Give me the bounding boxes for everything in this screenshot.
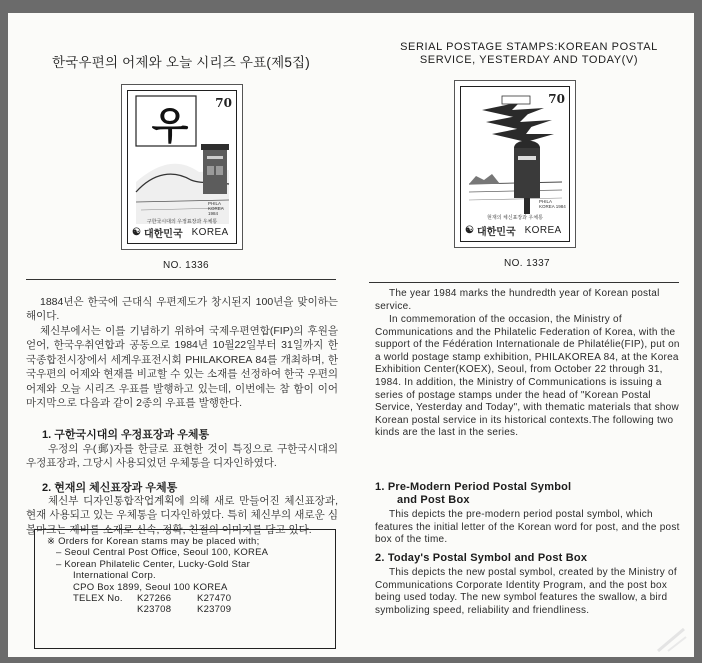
stamp-number-1337: NO. 1337	[504, 258, 551, 269]
stamp-1337-denomination: 70	[548, 92, 565, 106]
english-section1-title-line1: 1. Pre-Modern Period Postal Symbol	[375, 481, 572, 493]
stamp-1336-expo-mark: PHILA KOREA 1984	[208, 201, 224, 216]
orders-item-philatelic-center: – Korean Philatelic Center, Lucky-Gold Star	[56, 558, 250, 570]
orders-item-seoul-post-office: – Seoul Central Post Office, Seoul 100, KOREA	[56, 547, 269, 559]
country-ko: 대한민국	[143, 229, 183, 240]
stamp-1336-caption: 구한국시대의 우정표장과 우체통	[146, 219, 218, 225]
stamp-number-1336: NO. 1336	[163, 260, 210, 271]
postal-glyph: 우	[151, 105, 189, 148]
country-ko: 대한민국	[476, 227, 516, 238]
corner-fold-mark	[654, 627, 688, 653]
stamp-1336	[121, 84, 243, 250]
telex-number: K27266	[137, 593, 172, 605]
leaflet-sheet	[8, 13, 694, 657]
english-intro-p2: In commemoration of the occasion, the Ministry of Communications and the Philatelic Federation of Korea, with the support of the Fédération Internationale de Philatélie(FIP), put on a world postage stamp exhibition, PHILAKOREA 84, at the Korea Exhibition Center(KOEX), Seoul, from October 22 through 31, 1984. In addition, the Ministry of Communications is issuing a series of postage stamps under the head of "Korean Postal Service, Yesterday and Today", with thematic materials that show Korean postal service in its historical contexts.The following two kinds are the last in the series.	[375, 314, 680, 439]
telex-numbers	[47, 593, 325, 616]
english-section1-title-line2: and Post Box	[397, 494, 470, 506]
english-title-line1: SERIAL POSTAGE STAMPS:KOREAN POSTAL	[400, 41, 658, 53]
english-section1-title	[375, 481, 571, 507]
korean-section1-title: 1. 구한국시대의 우정표장과 우체통	[42, 429, 210, 441]
stamp-1336-denomination: 70	[215, 96, 232, 110]
stamp-1337	[454, 80, 576, 248]
stamp-1337-caption: 현재의 체신표장과 우체통	[487, 215, 543, 221]
korean-column	[8, 13, 351, 657]
country-en: KOREA	[524, 225, 562, 236]
stamp-1337-expo-mark: PHILA KOREA 1984	[539, 199, 566, 209]
telex-number: K23709	[197, 604, 232, 616]
right-divider	[369, 282, 679, 283]
korean-section2-title: 2. 현재의 체신표장과 우체통	[42, 482, 178, 494]
korean-intro-p2: 체신부에서는 이를 기념하기 위하여 국제우편연합(FIP)의 후원을 얻어, 한국우취연합과 공동으로 1984년 10월22일부터 31일까지 한국종합전시장에서 세계우표전시회 PHILAKOREA 84를 개최하며, 한국우편의 어제와 현재를 비교할 수 있는 소재를 선정하여 한국 우편의 어제와 오늘 시리즈 우표를 발행하고 있는데, 이번에는 참 함이 이어 마지막으로 다음과 같이 2종의 우표를 발행한다.	[26, 325, 338, 410]
taegeuk-icon: ☯	[465, 225, 474, 236]
english-section2-title: 2. Today's Postal Symbol and Post Box	[375, 552, 588, 564]
country-en: KOREA	[191, 227, 229, 238]
english-section1-body: This depicts the pre-modern period postal symbol, which features the initial letter of the Korean word for post, and the post box of the time.	[375, 509, 680, 546]
english-section2-body: This depicts the new postal symbol, created by the Ministry of Communications Corporate Identity Program, and the post box being used today. The new symbol features the swallow, a bird symbolizing speed, reliability and friendliness.	[375, 567, 677, 616]
telex-number: K27470	[197, 593, 232, 605]
korean-intro-p1: 1884년은 한국에 근대식 우편제도가 창시된지 100년을 맞이하는 해이다.	[26, 296, 338, 323]
korean-title: 한국우편의 어제와 오늘 시리즈 우표(제5집)	[52, 55, 310, 70]
english-title-line2: SERVICE, YESTERDAY AND TODAY(V)	[419, 54, 639, 66]
taegeuk-icon: ☯	[132, 227, 141, 238]
orders-heading: ※ Orders for Korean stams may be placed with;	[47, 536, 260, 547]
orders-item-philatelic-center-line2: International Corp.	[73, 570, 156, 582]
stamp-1337-country	[465, 223, 567, 238]
left-divider	[26, 279, 336, 280]
korean-section1-body: 우정의 우(郵)자를 한글로 표현한 것이 특징으로 구한국시대의 우정표장과, 그당시 사용되었던 우체통을 디자인하였다.	[26, 443, 338, 470]
english-intro-p1: The year 1984 marks the hundredth year of Korean postal service.	[375, 288, 660, 312]
telex-label: TELEX No.	[73, 593, 123, 605]
korean-section2-body: 체신부 디자인통합작업계획에 의해 새로 만들어진 체신표장과, 현재 사용되고 있는 우체통을 디자인하였다. 특히 체신부의 새로운 심볼마크는 제비를 소재로 신속, 정확, 친절의 이미지를 담고 있다.	[26, 495, 338, 536]
orders-box	[34, 529, 336, 649]
stamp-1336-country	[132, 225, 234, 240]
english-column	[351, 13, 694, 657]
orders-item-philatelic-center-line3: CPO Box 1899, Seoul 100 KOREA	[73, 581, 228, 593]
english-title	[369, 41, 689, 67]
telex-number: K23708	[137, 604, 172, 616]
